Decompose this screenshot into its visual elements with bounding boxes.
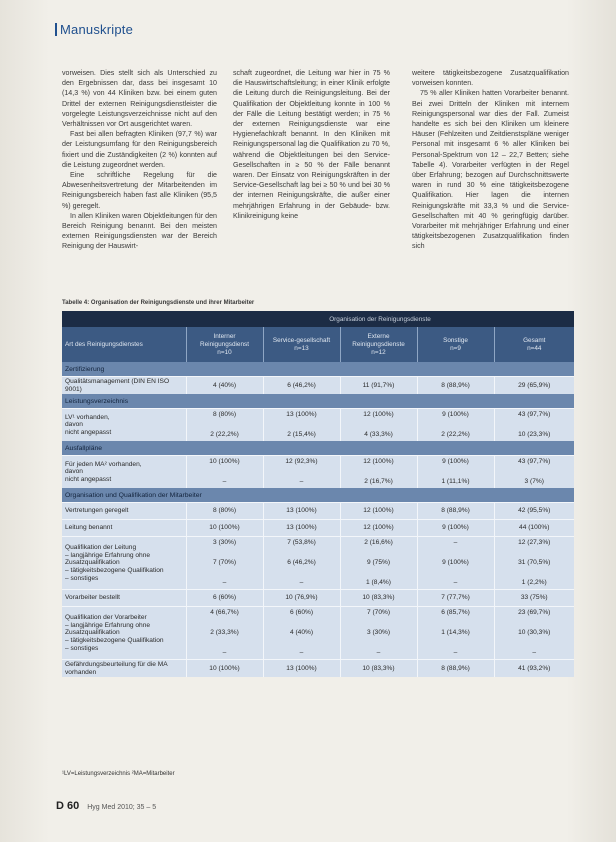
table-cell: 12 (100%) — [340, 503, 417, 520]
body-column-3 — [412, 68, 569, 252]
table-header-row — [62, 327, 574, 362]
table-row — [62, 377, 574, 395]
paragraph: vorweisen. Dies stellt sich als Unterschied zu den Ergebnissen dar, dass bei insgesamt 10 (14,3 %) von 44 Kliniken bzw. bei einem guten Drittel der externen Reinigungsdienstleister die vorgelegte Leistungsverzeichnisse nicht auf den Verhältnissen vor Ort ausgerichtet waren. — [62, 69, 217, 129]
table-cell: 13 (100%) 2 (15,4%) — [263, 409, 340, 442]
table-cell: 44 (100%) — [494, 520, 574, 537]
table-cell: 3 (30%) 7 (70%) – — [186, 537, 263, 590]
header-spacer — [62, 311, 186, 327]
paragraph: In allen Kliniken waren Objektleitungen für den Bereich Reinigung benannt. Bei den meisten externen Reinigungsdiensten war der Bereich Reinigung der Hauswirt- — [62, 211, 217, 251]
table-section-row — [62, 488, 574, 503]
row-label: Für jeden MA² vorhanden, davon nicht angepasst — [62, 456, 186, 489]
section-header — [55, 22, 133, 37]
table-cell: 42 (95,5%) — [494, 503, 574, 520]
row-label: Leitung benannt — [62, 520, 186, 537]
body-column-1 — [62, 68, 217, 252]
table-cell: 29 (65,9%) — [494, 377, 574, 395]
section-title: Manuskripte — [60, 22, 134, 37]
table-cell: 10 (100%) — [186, 520, 263, 537]
table-cell: 13 (100%) — [263, 520, 340, 537]
column-header: Art des Reinigungsdienstes — [62, 327, 186, 362]
table-cell: 8 (80%) — [186, 503, 263, 520]
row-label: Gefährdungsbeurteilung für die MA vorhanden — [62, 660, 186, 678]
table-cell: 7 (70%) 3 (30%) – — [340, 607, 417, 660]
section-title: Organisation und Qualifikation der Mitarbeiter — [62, 488, 574, 503]
column-header: Externe Reinigungsdienste n=12 — [340, 327, 417, 362]
table-cell: 8 (88,9%) — [417, 377, 494, 395]
table-row — [62, 590, 574, 607]
table-cell: 11 (91,7%) — [340, 377, 417, 395]
table-cell: 7 (77,7%) — [417, 590, 494, 607]
section-title: Zertifizierung — [62, 362, 574, 377]
table-footnote: ¹LV=Leistungsverzeichnis ²MA=Mitarbeiter — [62, 771, 175, 777]
table-cell: 10 (76,9%) — [263, 590, 340, 607]
table-cell: 23 (69,7%) 10 (30,3%) – — [494, 607, 574, 660]
table-row — [62, 537, 574, 590]
table-row — [62, 456, 574, 489]
table-row — [62, 503, 574, 520]
row-label: Vorarbeiter bestellt — [62, 590, 186, 607]
table-cell: 43 (97,7%) 3 (7%) — [494, 456, 574, 489]
section-title: Leistungsverzeichnis — [62, 394, 574, 409]
table-section-row — [62, 441, 574, 456]
table-cell: 12 (100%) 2 (16,7%) — [340, 456, 417, 489]
table-cell: 9 (100%) 2 (22,2%) — [417, 409, 494, 442]
table-cell: 10 (100%) – — [186, 456, 263, 489]
table-cell: 12 (100%) — [340, 520, 417, 537]
table-cell: 6 (60%) 4 (40%) – — [263, 607, 340, 660]
journal-citation: Hyg Med 2010; 35 – 5 — [87, 804, 157, 811]
table-row — [62, 409, 574, 442]
table-cell: 9 (100%) 1 (11,1%) — [417, 456, 494, 489]
table-cell: 9 (100%) — [417, 520, 494, 537]
row-label: Vertretungen geregelt — [62, 503, 186, 520]
paragraph: schaft zugeordnet, die Leitung war hier in 75 % die Hauswirtschaftsleitung; in einer Klinik erfolgte die Leitung durch die Reinigungsleitung. Bei der Qualifikation der Objektleitung konnte in 100 % der Fälle die Leitung bestätigt werden; in 75 % der externen Reinigungsdienste war eine Hygienefachkraft benannt. In den Kliniken mit Reinigungspersonal lag die Qualifikation zu 70 %, während die Objektleitungen bei den Service-Gesellschaften in ≥ 50 % der Fälle benannt waren. Der Einsatz von Reinigungskräften in der Service-Gesellschaft lag bei ≥ 50 % und bei 30 % der internen Reinigungskräfte, die außer einer mehrjährigen Erfahrung in der Gebäude- bzw. Klinikreinigung keine — [233, 69, 390, 220]
table-cell: 13 (100%) — [263, 660, 340, 678]
table-cell: 6 (60%) — [186, 590, 263, 607]
table-cell: 8 (80%) 2 (22,2%) — [186, 409, 263, 442]
table-cell: 13 (100%) — [263, 503, 340, 520]
table-cell: 4 (66,7%) 2 (33,3%) – — [186, 607, 263, 660]
table-cell: 33 (75%) — [494, 590, 574, 607]
table-cell: 8 (88,9%) — [417, 503, 494, 520]
table-super-header: Organisation der Reinigungsdienste — [186, 311, 574, 327]
page-number: D 60 — [56, 800, 80, 812]
column-header: Gesamt n=44 — [494, 327, 574, 362]
paragraph: weitere tätigkeitsbezogene Zusatzqualifikation vorweisen konnten. — [412, 69, 569, 88]
paragraph: Eine schriftliche Regelung für die Abwesenheitsvertretung der Mitarbeitenden im Reinigungsbereich haben fast alle Kliniken (95,5 %) geregelt. — [62, 171, 217, 210]
section-title: Ausfallpläne — [62, 441, 574, 456]
table-row — [62, 660, 574, 678]
column-header: Service-gesellschaft n=13 — [263, 327, 340, 362]
table-cell: 2 (16,6%) 9 (75%) 1 (8,4%) — [340, 537, 417, 590]
table-section-row — [62, 362, 574, 377]
table-cell: 4 (40%) — [186, 377, 263, 395]
table-cell: 10 (100%) — [186, 660, 263, 678]
table-cell: – 9 (100%) – — [417, 537, 494, 590]
table-cell: 7 (53,8%) 6 (46,2%) – — [263, 537, 340, 590]
row-label: Qualitätsmanagement (DIN EN ISO 9001) — [62, 377, 186, 395]
table-cell: 10 (83,3%) — [340, 590, 417, 607]
table-row — [62, 520, 574, 537]
column-header: Sonstige n=9 — [417, 327, 494, 362]
table-super-header-row — [62, 311, 574, 327]
header-bar — [55, 23, 57, 36]
page-footer — [56, 800, 156, 812]
table-cell: 12 (92,3%) – — [263, 456, 340, 489]
table-cell: 12 (27,3%) 31 (70,5%) 1 (2,2%) — [494, 537, 574, 590]
table-cell: 6 (85,7%) 1 (14,3%) – — [417, 607, 494, 660]
table-cell: 8 (88,9%) — [417, 660, 494, 678]
table-caption: Tabelle 4: Organisation der Reinigungsdienste und ihrer Mitarbeiter — [62, 300, 255, 306]
row-label: LV¹ vorhanden, davon nicht angepasst — [62, 409, 186, 442]
table-cell: 6 (46,2%) — [263, 377, 340, 395]
table-cell: 41 (93,2%) — [494, 660, 574, 678]
organisation-table — [62, 311, 574, 677]
table-cell: 43 (97,7%) 10 (23,3%) — [494, 409, 574, 442]
row-label: Qualifikation der Vorarbeiter – langjährige Erfahrung ohne Zusatzqualifikation – tätigkeitsbezogene Qualifikation – sonstiges — [62, 607, 186, 660]
table-row — [62, 607, 574, 660]
row-label: Qualifikation der Leitung – langjährige Erfahrung ohne Zusatzqualifikation – tätigkeitsbezogene Qualifikation – sonstiges — [62, 537, 186, 590]
paragraph: 75 % aller Kliniken hatten Vorarbeiter benannt. Bei zwei Dritteln der Kliniken mit internem Reinigungspersonal war dies der Fall. Zumeist handelte es sich bei den Kliniken um kleinere Häuser (Fehlzeiten und Zeitdienstspläne weniger Personal mit insgesamt 6 % aller Kliniken bei Personal-Spektrum von 12 – 22,7 Betten; siehe Tabelle 4). Vorarbeiter verfügten in der Regel über Erfahrung; bezogen auf Durchschnittswerte waren in rund 30 % eine tätigkeitsbezogene Qualifikation. Hier lagen die internen Reinigungskräfte mit 33,3 % und die Service-Gesellschaften mit 40 % geringfügig darüber. Vorarbeiter mit mehrjähriger Erfahrung und einer tätigkeitsbezogenen Zusatzqualifikation finden sich — [412, 89, 569, 251]
table-cell: 12 (100%) 4 (33,3%) — [340, 409, 417, 442]
column-header: Interner Reinigungsdienst n=10 — [186, 327, 263, 362]
body-column-2 — [233, 68, 390, 221]
table-cell: 10 (83,3%) — [340, 660, 417, 678]
paragraph: Fast bei allen befragten Kliniken (97,7 %) war der Leistungsumfang für den Reinigungsbereich fixiert und die Zuständigkeiten (2 %) konnten auf die Leistung zugeordnet werden. — [62, 130, 217, 169]
table-section-row — [62, 394, 574, 409]
